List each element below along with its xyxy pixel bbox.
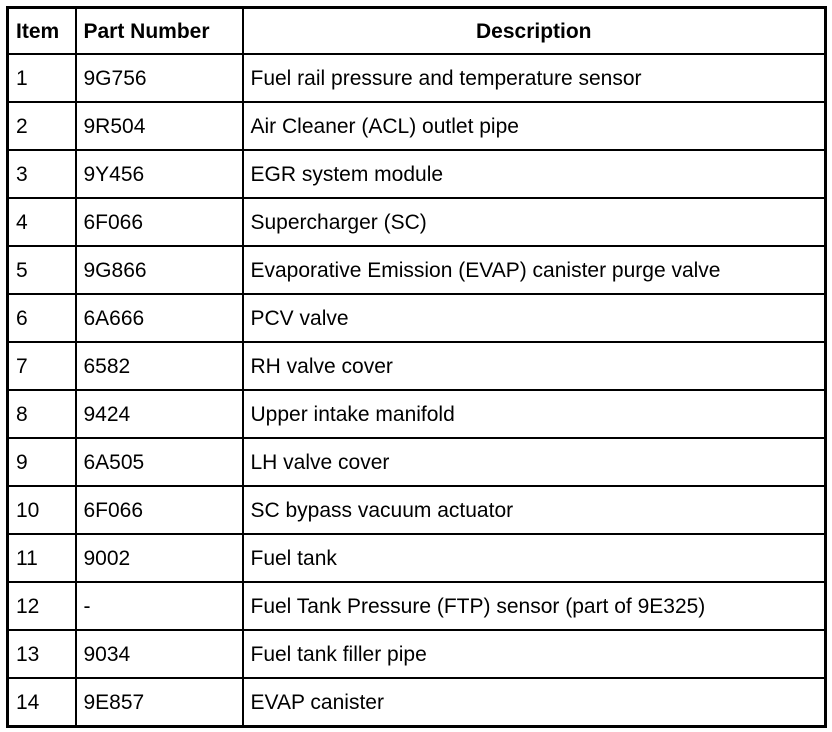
- table-row: [8, 198, 826, 246]
- cell-part-number: 9R504: [76, 102, 243, 150]
- cell-description: Upper intake manifold: [243, 390, 826, 438]
- cell-description: Supercharger (SC): [243, 198, 826, 246]
- table-row: [8, 438, 826, 486]
- cell-item: 3: [8, 150, 76, 198]
- cell-item: 5: [8, 246, 76, 294]
- table-row: [8, 486, 826, 534]
- cell-description: LH valve cover: [243, 438, 826, 486]
- column-header-part-number: Part Number: [76, 8, 243, 55]
- cell-part-number: 9G866: [76, 246, 243, 294]
- cell-item: 11: [8, 534, 76, 582]
- cell-item: 7: [8, 342, 76, 390]
- table-row: [8, 534, 826, 582]
- header-row: [8, 8, 826, 55]
- cell-item: 14: [8, 678, 76, 726]
- cell-description: Fuel Tank Pressure (FTP) sensor (part of 9E325): [243, 582, 826, 630]
- cell-item: 12: [8, 582, 76, 630]
- cell-description: Fuel rail pressure and temperature sensor: [243, 54, 826, 102]
- table-row: [8, 294, 826, 342]
- cell-part-number: 6F066: [76, 486, 243, 534]
- cell-description: PCV valve: [243, 294, 826, 342]
- table-row: [8, 582, 826, 630]
- cell-item: 13: [8, 630, 76, 678]
- cell-item: 4: [8, 198, 76, 246]
- cell-item: 2: [8, 102, 76, 150]
- cell-description: EGR system module: [243, 150, 826, 198]
- parts-table: [6, 6, 827, 728]
- cell-description: Fuel tank filler pipe: [243, 630, 826, 678]
- cell-description: EVAP canister: [243, 678, 826, 726]
- cell-item: 9: [8, 438, 76, 486]
- cell-part-number: 9034: [76, 630, 243, 678]
- cell-part-number: 9E857: [76, 678, 243, 726]
- table-row: [8, 102, 826, 150]
- cell-item: 10: [8, 486, 76, 534]
- table-row: [8, 150, 826, 198]
- cell-description: SC bypass vacuum actuator: [243, 486, 826, 534]
- table-body: [8, 54, 826, 726]
- cell-part-number: -: [76, 582, 243, 630]
- cell-item: 6: [8, 294, 76, 342]
- cell-part-number: 9Y456: [76, 150, 243, 198]
- cell-description: Evaporative Emission (EVAP) canister purge valve: [243, 246, 826, 294]
- cell-part-number: 9424: [76, 390, 243, 438]
- table-row: [8, 390, 826, 438]
- cell-description: Fuel tank: [243, 534, 826, 582]
- table-row: [8, 54, 826, 102]
- cell-part-number: 6F066: [76, 198, 243, 246]
- cell-part-number: 9G756: [76, 54, 243, 102]
- table-header: [8, 8, 826, 55]
- cell-part-number: 9002: [76, 534, 243, 582]
- cell-item: 1: [8, 54, 76, 102]
- table-row: [8, 246, 826, 294]
- column-header-item: Item: [8, 8, 76, 55]
- cell-description: RH valve cover: [243, 342, 826, 390]
- table-row: [8, 630, 826, 678]
- table-row: [8, 678, 826, 726]
- cell-part-number: 6A666: [76, 294, 243, 342]
- table-row: [8, 342, 826, 390]
- cell-part-number: 6A505: [76, 438, 243, 486]
- column-header-description: Description: [243, 8, 826, 55]
- cell-item: 8: [8, 390, 76, 438]
- cell-description: Air Cleaner (ACL) outlet pipe: [243, 102, 826, 150]
- cell-part-number: 6582: [76, 342, 243, 390]
